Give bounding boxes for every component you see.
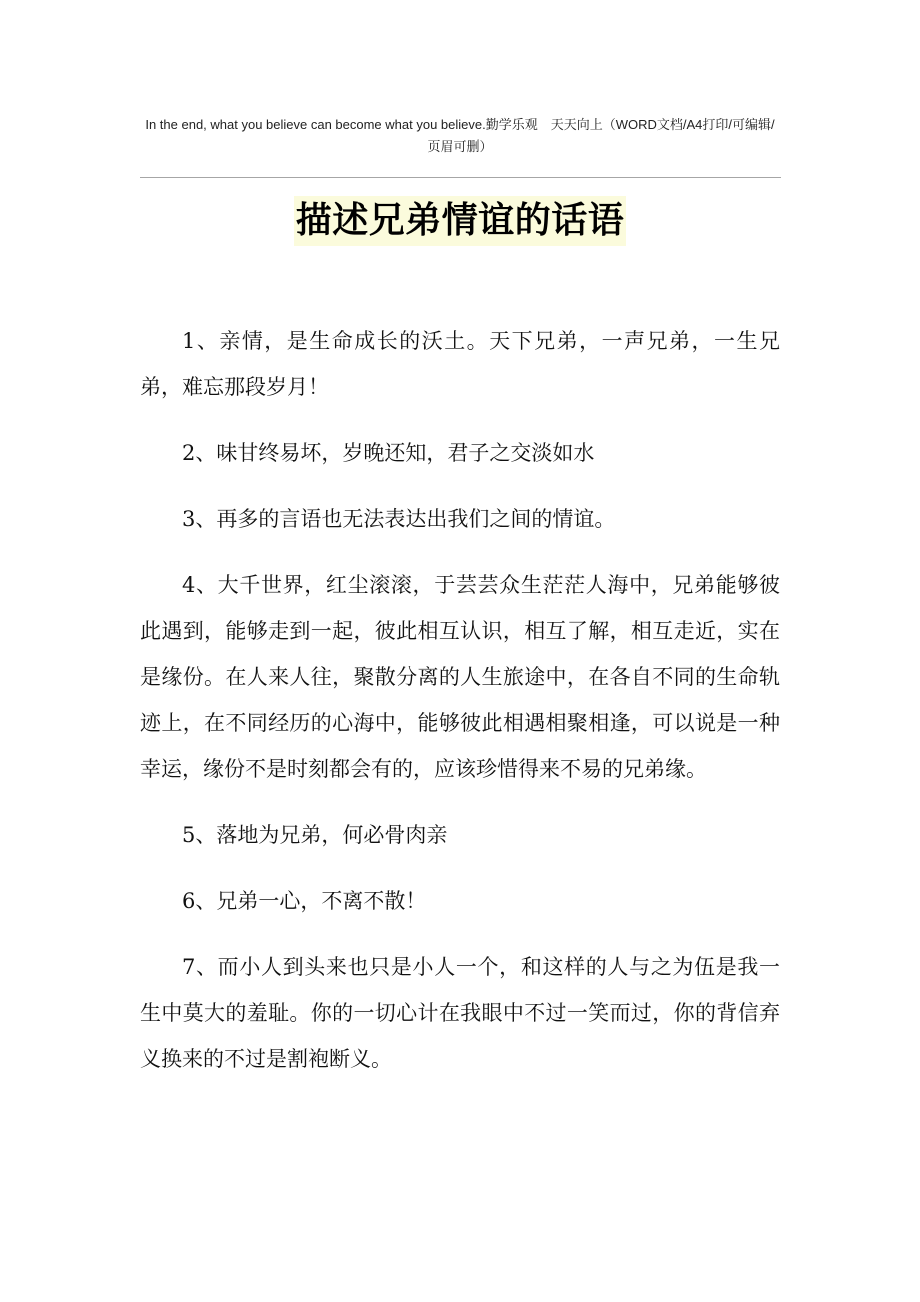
paragraph-3: 3、再多的言语也无法表达出我们之间的情谊。 xyxy=(182,507,616,531)
paragraph-7: 7、而小人到头来也只是小人一个，和这样的人与之为伍是我一生中莫大的羞耻。你的一切心计在我眼中不过一笑而过，你的背信弃义换来的不过是割袍断义。 xyxy=(140,955,780,1071)
paragraph-1: 1、亲情，是生命成长的沃土。天下兄弟，一声兄弟，一生兄弟，难忘那段岁月！ xyxy=(140,329,780,399)
header-divider xyxy=(140,177,781,178)
title-container xyxy=(0,196,920,246)
paragraph-4: 4、大千世界，红尘滚滚，于芸芸众生茫茫人海中，兄弟能够彼此遇到，能够走到一起，彼此相互认识，相互了解，相互走近，实在是缘份。在人来人往，聚散分离的人生旅途中，在各自不同的生命轨迹上，在不同经历的心海中，能够彼此相遇相聚相逢，可以说是一种幸运，缘份不是时刻都会有的，应该珍惜得来不易的兄弟缘。 xyxy=(140,573,780,781)
paragraph-2: 2、味甘终易坏，岁晚还知，君子之交淡如水 xyxy=(182,441,595,465)
paragraph-6: 6、兄弟一心，不离不散！ xyxy=(182,889,427,913)
paragraph-5: 5、落地为兄弟，何必骨肉亲 xyxy=(182,823,448,847)
document-title: 描述兄弟情谊的话语 xyxy=(294,196,627,246)
document-body xyxy=(140,318,780,1102)
page-header: In the end, what you believe can become what you believe.勤学乐观 天天向上（WORD文档/A4打印/可编辑/页眉可删） xyxy=(145,117,775,154)
